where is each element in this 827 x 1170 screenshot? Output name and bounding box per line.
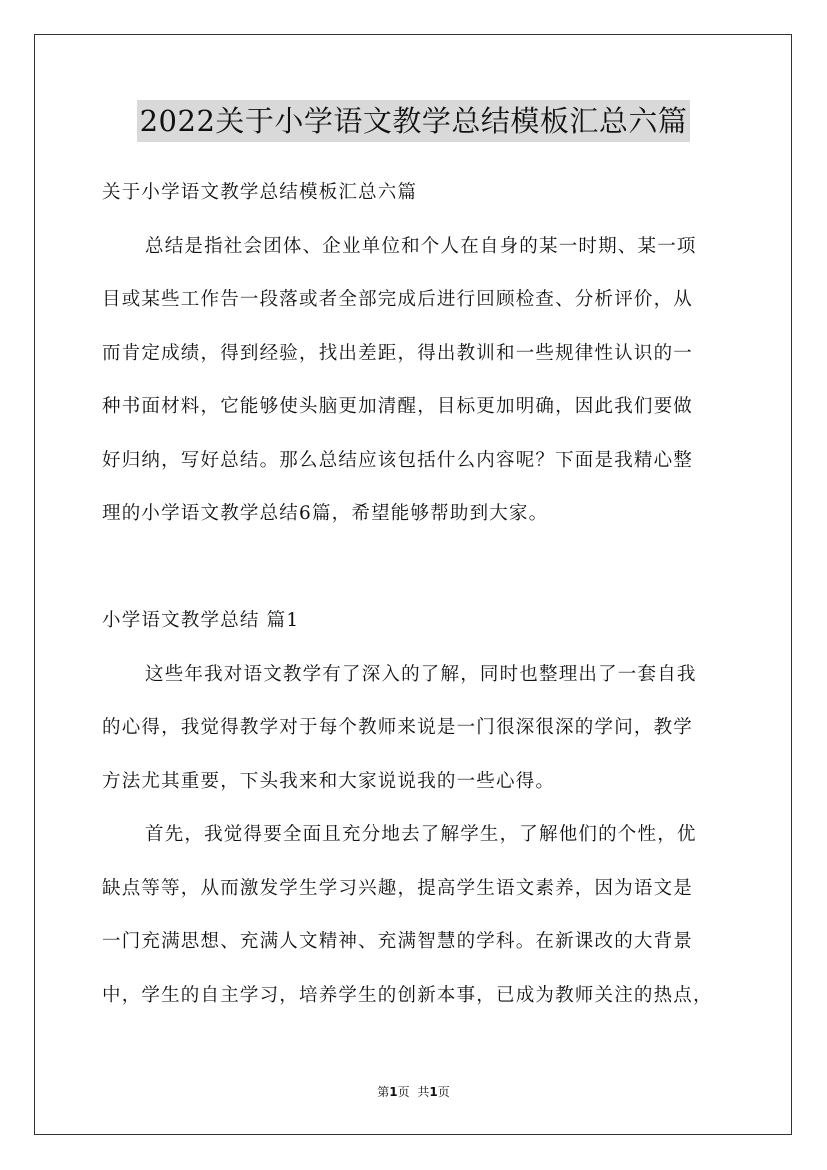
document-title-text: 2022关于小学语文教学总结模板汇总六篇	[137, 100, 691, 142]
section-heading: 小学语文教学总结 篇1	[102, 610, 300, 631]
total-pages: 1	[429, 1085, 438, 1099]
paragraph-line: 这些年我对语文教学有了深入的了解，同时也整理出了一套自我	[145, 663, 697, 685]
subtitle: 关于小学语文教学总结模板汇总六篇	[102, 182, 418, 203]
paragraph-line: 而肯定成绩，得到经验，找出差距，得出教训和一些规律性认识的一	[102, 342, 694, 364]
intro-paragraph	[102, 224, 730, 545]
total-prefix: 共	[417, 1085, 430, 1099]
page-number: 1	[389, 1085, 398, 1099]
section-paragraph-1	[102, 652, 730, 813]
document-body	[102, 170, 730, 1026]
paragraph-line: 理的小学语文教学总结6篇，希望能够帮助到大家。	[102, 503, 549, 524]
section-paragraph-2	[102, 812, 730, 1026]
document-title	[0, 100, 827, 142]
paragraph-line: 一门充满思想、充满人文精神、充满智慧的学科。在新课改的大背景	[102, 931, 694, 952]
page-suffix: 页	[397, 1085, 410, 1099]
paragraph-line: 方法尤其重要，下头我来和大家说说我的一些心得。	[102, 770, 556, 792]
paragraph-line: 缺点等等，从而激发学生学习兴趣，提高学生语文素养，因为语文是	[102, 877, 694, 899]
page-prefix: 第	[377, 1085, 390, 1099]
paragraph-line: 首先，我觉得要全面且充分地去了解学生，了解他们的个性，优	[145, 824, 697, 845]
page-footer	[0, 1083, 827, 1100]
paragraph-line: 种书面材料，它能够使头脑更加清醒，目标更加明确，因此我们要做	[102, 396, 694, 417]
paragraph-line: 目或某些工作告一段落或者全部完成后进行回顾检查、分析评价，从	[102, 289, 694, 310]
paragraph-line: 总结是指社会团体、企业单位和个人在自身的某一时期、某一项	[145, 235, 697, 257]
paragraph-line: 好归纳，写好总结。那么总结应该包括什么内容呢？下面是我精心整	[102, 449, 694, 471]
total-suffix: 页	[437, 1085, 450, 1099]
paragraph-line: 中，学生的自主学习，培养学生的创新本事，已成为教师关注的热点，	[102, 984, 713, 1006]
paragraph-line: 的心得，我觉得教学对于每个教师来说是一门很深很深的学问，教学	[102, 717, 694, 738]
blank-line	[102, 545, 730, 599]
